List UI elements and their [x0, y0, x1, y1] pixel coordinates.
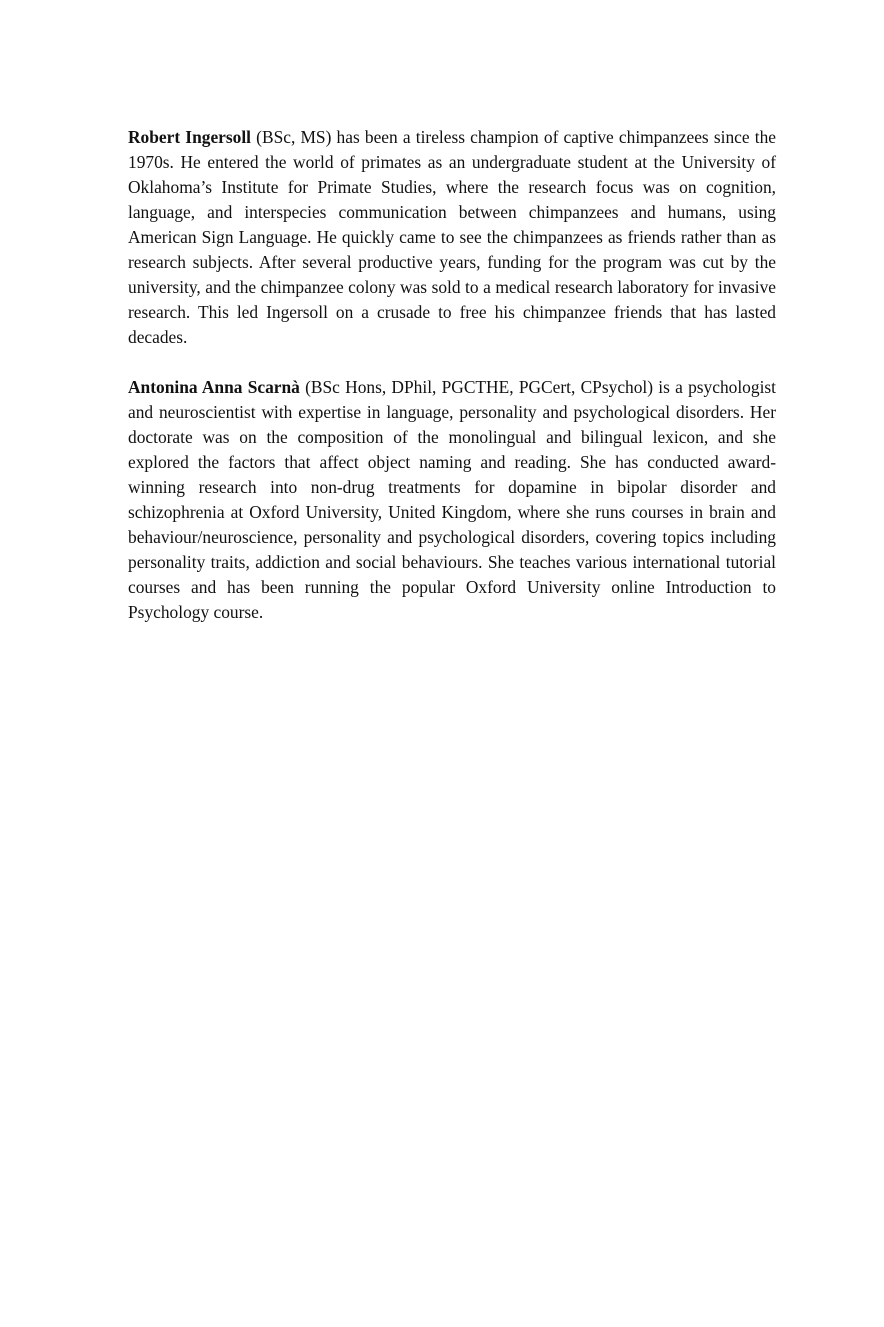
author-name: Antonina Anna Scarnà — [128, 377, 300, 397]
author-bios — [128, 125, 776, 625]
author-bio-ingersoll — [128, 125, 776, 350]
author-bio-scarna — [128, 375, 776, 625]
author-bio-text: (BSc Hons, DPhil, PGCTHE, PGCert, CPsychol) is a psychologist and neuroscientist with expertise in language, personality and psychological disorders. Her doctorate was on the composition of the monolingual and bilingual lexicon, and she explored the factors that affect object naming and reading. She has conducted award-winning research into non-drug treatments for dopamine in bipolar disorder and schizophrenia at Oxford University, United Kingdom, where she runs courses in brain and behaviour/neuroscience, personality and psychological disorders, covering topics including personality traits, addiction and social behaviours. She teaches various international tutorial courses and has been running the popular Oxford University online Introduction to Psychology course. — [128, 377, 776, 622]
author-name: Robert Ingersoll — [128, 127, 252, 147]
author-bio-text: (BSc, MS) has been a tireless champion of captive chimpanzees since the 1970s. He entered the world of primates as an undergraduate student at the University of Oklahoma’s Institute for Primate Studies, where the research focus was on cognition, language, and interspecies communication between chimpanzees and humans, using American Sign Language. He quickly came to see the chimpanzees as friends rather than as research subjects. After several productive years, funding for the program was cut by the university, and the chimpanzee colony was sold to a medical research laboratory for invasive research. This led Ingersoll on a crusade to free his chimpanzee friends that has lasted decades. — [128, 127, 776, 347]
